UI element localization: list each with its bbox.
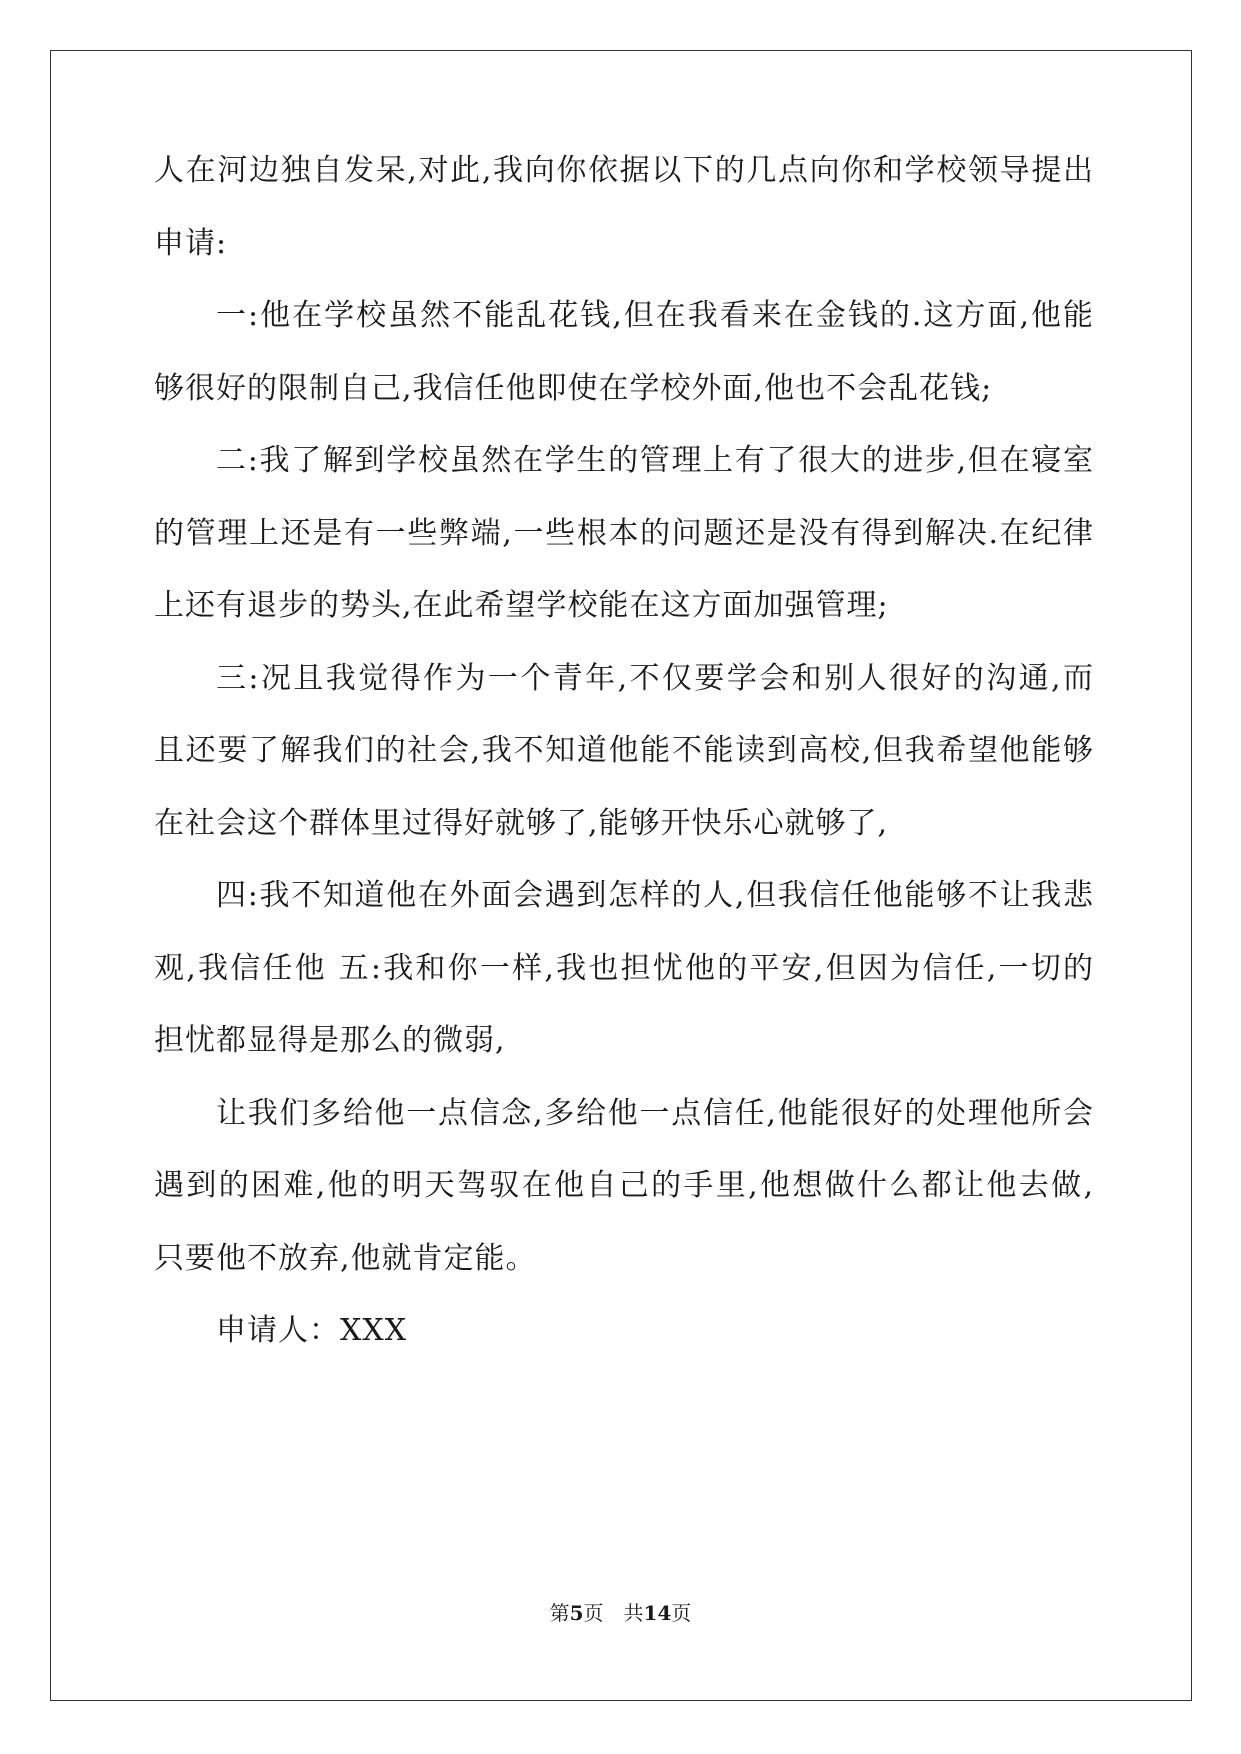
text-line: 够很好的限制自己,我信任他即使在学校外面,他也不会乱花钱; bbox=[154, 371, 993, 406]
text-line: 上还有退步的势头,在此希望学校能在这方面加强管理; bbox=[154, 588, 889, 623]
text-line: 观,我信任他 五:我和你一样,我也担忧他的平安,但因为信任,一切的 bbox=[154, 951, 1094, 986]
total-prefix: 共 bbox=[623, 1601, 644, 1625]
page-total: 14 bbox=[643, 1601, 672, 1625]
paragraph-first-line: 二:我了解到学校虽然在学生的管理上有了很大的进步,但在寝室 bbox=[216, 443, 1094, 478]
text-line: 在社会这个群体里过得好就够了,能够开快乐心就够了, bbox=[154, 806, 889, 841]
text-line: 担忧都显得是那么的微弱, bbox=[154, 1023, 506, 1058]
page-footer bbox=[0, 1601, 1241, 1625]
text-line: 且还要了解我们的社会,我不知道他能不能读到高校,但我希望他能够 bbox=[154, 733, 1094, 768]
paragraph-first-line: 让我们多给他一点信念,多给他一点信任,他能很好的处理他所会 bbox=[216, 1096, 1094, 1131]
total-suffix: 页 bbox=[671, 1601, 692, 1625]
text-line: 的管理上还是有一些弊端,一些根本的问题还是没有得到解决.在纪律 bbox=[154, 516, 1094, 551]
text-line: 人在河边独自发呆,对此,我向你依据以下的几点向你和学校领导提出 bbox=[154, 153, 1094, 188]
text-line: 申请: bbox=[154, 226, 228, 261]
text-line: 遇到的困难,他的明天驾驭在他自己的手里,他想做什么都让他去做, bbox=[154, 1168, 1094, 1203]
paragraph-first-line: 四:我不知道他在外面会遇到怎样的人,但我信任他能够不让我悲 bbox=[216, 878, 1094, 913]
paragraph-first-line: 一:他在学校虽然不能乱花钱,但在我看来在金钱的.这方面,他能 bbox=[216, 298, 1094, 333]
page-suffix: 页 bbox=[583, 1601, 604, 1625]
text-line: 只要他不放弃,他就肯定能。 bbox=[154, 1241, 537, 1276]
paragraph-first-line: 三:况且我觉得作为一个青年,不仅要学会和别人很好的沟通,而 bbox=[216, 661, 1094, 696]
page-prefix: 第 bbox=[549, 1601, 570, 1625]
applicant-signature: 申请人：XXX bbox=[216, 1313, 408, 1348]
page-current: 5 bbox=[569, 1601, 584, 1625]
